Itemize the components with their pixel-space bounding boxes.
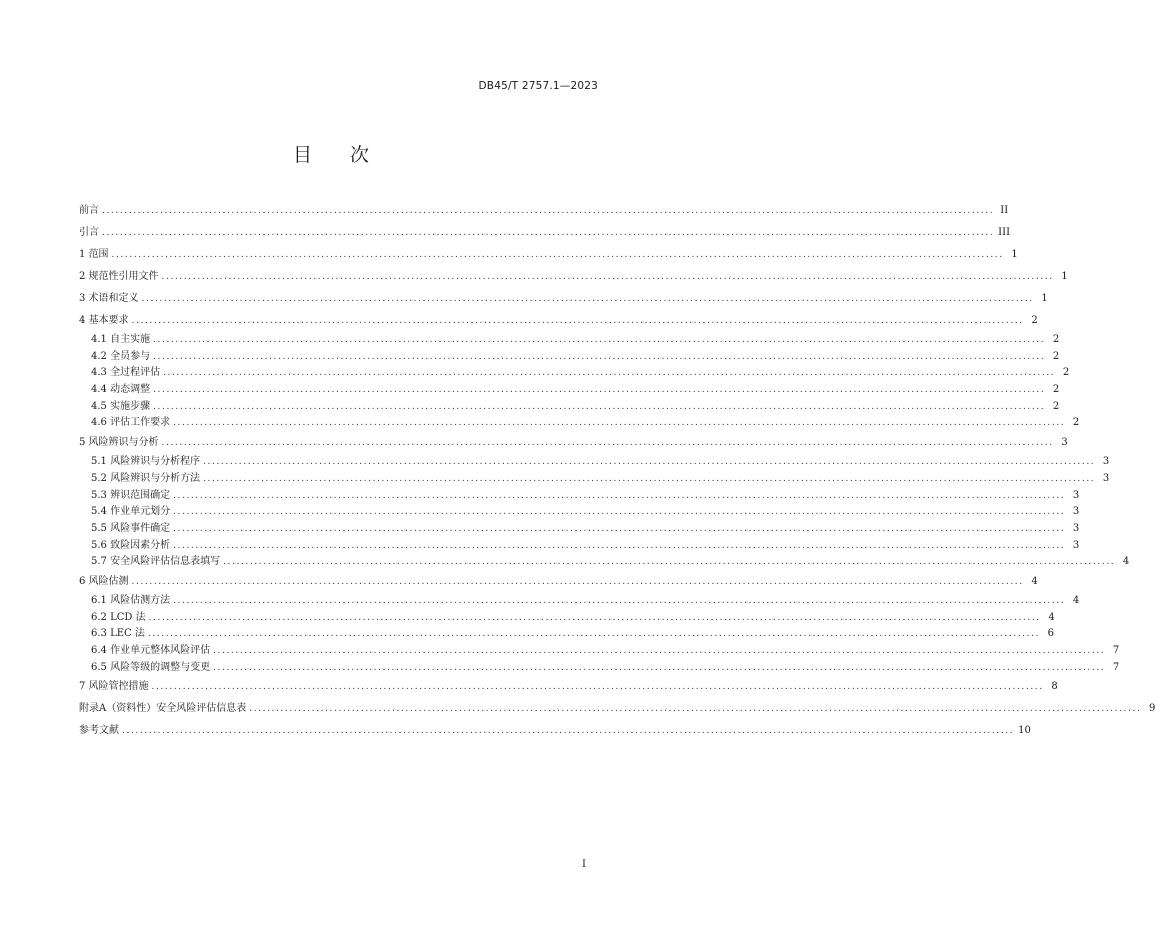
toc-leader-dots: ........................................................................................................................................................................................................	[203, 457, 1096, 468]
toc-entry[interactable]	[79, 432, 1068, 454]
toc-entry-label: 附录A（资料性）安全风险评估信息表	[79, 703, 247, 715]
toc-leader-dots: ........................................................................................................................................................................................................	[213, 662, 1106, 673]
toc-entry[interactable]	[79, 454, 1110, 471]
toc-entry-label: 4.3 全过程评估	[91, 367, 161, 379]
toc-leader-dots: ........................................................................................................................................................................................................	[161, 272, 1054, 282]
toc-entry[interactable]	[79, 610, 1055, 627]
toc-entry-page: 3	[1072, 539, 1080, 551]
toc-leader-dots: ........................................................................................................................................................................................................	[131, 576, 1024, 587]
toc-leader-dots: ........................................................................................................................................................................................................	[223, 557, 1116, 568]
toc-leader-dots: ........................................................................................................................................................................................................	[173, 490, 1066, 501]
toc-entry[interactable]	[79, 521, 1080, 538]
toc-entry[interactable]	[79, 382, 1060, 399]
toc-leader-dots: ........................................................................................................................................................................................................	[148, 612, 1041, 623]
toc-leader-dots: ........................................................................................................................................................................................................	[173, 507, 1066, 518]
toc-entry-label: 5.6 致险因素分析	[91, 539, 171, 551]
toc-entry-label: 4.5 实施步骤	[91, 400, 151, 412]
toc-entry[interactable]	[79, 538, 1080, 555]
toc-leader-dots: ........................................................................................................................................................................................................	[122, 726, 1015, 737]
toc-entry[interactable]	[79, 222, 1011, 244]
toc-entry[interactable]	[79, 571, 1038, 593]
toc-leader-dots: ........................................................................................................................................................................................................	[161, 438, 1054, 449]
toc-entry-page: 3	[1072, 489, 1080, 501]
toc-entry-label: 6.4 作业单元整体风险评估	[91, 645, 211, 656]
toc-leader-dots: ........................................................................................................................................................................................................	[249, 704, 1142, 715]
toc-entry-label: 5 风险辨识与分析	[79, 437, 159, 449]
toc-entry[interactable]	[79, 288, 1048, 310]
toc-entry-page: 3	[1072, 522, 1080, 534]
toc-leader-dots: ........................................................................................................................................................................................................	[153, 335, 1046, 345]
toc-entry[interactable]	[79, 626, 1055, 643]
toc-leader-dots: ........................................................................................................................................................................................................	[102, 206, 995, 216]
toc-entry-page: 2	[1052, 334, 1060, 345]
toc-leader-dots: ........................................................................................................................................................................................................	[173, 540, 1066, 551]
toc-entry[interactable]	[79, 488, 1080, 505]
toc-entry[interactable]	[79, 504, 1080, 521]
toc-entry-page: 4	[1122, 556, 1130, 568]
toc-entry-page: 1	[1061, 271, 1068, 282]
page-number: I	[582, 859, 586, 870]
toc-entry-label: 4 基本要求	[79, 315, 129, 326]
toc-entry-page: 7	[1112, 661, 1120, 673]
toc-leader-dots: ........................................................................................................................................................................................................	[111, 250, 1004, 260]
toc-entry[interactable]	[79, 660, 1120, 677]
toc-leader-dots: ........................................................................................................................................................................................................	[173, 595, 1066, 606]
toc-entry-page: 8	[1051, 681, 1058, 693]
toc-entry-label: 参考文献	[79, 725, 119, 737]
page-title: 目次	[292, 144, 407, 166]
toc-entry-label: 6.5 风险等级的调整与变更	[91, 661, 211, 673]
toc-entry-page: 2	[1052, 350, 1060, 362]
toc-entry-page: 1	[1041, 293, 1048, 304]
toc-entry-label: 3 术语和定义	[79, 293, 139, 304]
toc-entry-page: 1	[1011, 249, 1018, 260]
toc-entry-label: 5.7 安全风险评估信息表填写	[91, 556, 221, 568]
toc-entry-page: 4	[1031, 575, 1038, 587]
toc-entry-label: 2 规范性引用文件	[79, 271, 159, 282]
toc-leader-dots: ........................................................................................................................................................................................................	[153, 351, 1046, 362]
toc-entry[interactable]	[79, 471, 1110, 488]
toc-entry-page: 2	[1052, 384, 1060, 396]
toc-entry[interactable]	[79, 676, 1058, 698]
toc-leader-dots: ........................................................................................................................................................................................................	[163, 368, 1056, 379]
toc-entry[interactable]	[79, 554, 1130, 571]
document-code: DB45/T 2757.1—2023	[478, 80, 598, 92]
toc-entry[interactable]	[79, 593, 1080, 610]
toc-entry-label: 5.4 作业单元划分	[91, 506, 171, 518]
toc-entry-label: 5.2 风险辨识与分析方法	[91, 472, 201, 484]
toc-entry-page: 2	[1052, 400, 1060, 412]
toc-entry[interactable]	[79, 310, 1038, 332]
toc-leader-dots: ........................................................................................................................................................................................................	[213, 646, 1106, 656]
toc-entry-page: 3	[1061, 437, 1068, 449]
toc-entry-page: 3	[1072, 506, 1080, 518]
toc-entry-page: 2	[1031, 315, 1038, 326]
toc-entry[interactable]	[79, 266, 1068, 288]
toc-entry-label: 6.3 LEC 法	[91, 628, 145, 640]
toc-leader-dots: ........................................................................................................................................................................................................	[153, 401, 1046, 412]
toc-entry-page: 2	[1072, 417, 1080, 429]
toc-entry-page: 4	[1048, 611, 1055, 623]
toc-entry-page: 9	[1149, 703, 1155, 715]
toc-entry-label: 前言	[79, 205, 99, 216]
toc-entry[interactable]	[79, 365, 1070, 382]
toc-leader-dots: ........................................................................................................................................................................................................	[102, 228, 995, 238]
toc-entry-label: 引言	[79, 227, 99, 238]
toc-entry-page: 3	[1102, 472, 1110, 484]
toc-leader-dots: ........................................................................................................................................................................................................	[173, 418, 1066, 429]
toc-entry-label: 4.6 评估工作要求	[91, 417, 171, 429]
toc-entry[interactable]	[79, 244, 1018, 266]
toc-entry-label: 5.5 风险事件确定	[91, 522, 171, 534]
toc-entry[interactable]	[79, 332, 1060, 349]
toc-entry-label: 4.2 全员参与	[91, 350, 151, 362]
toc-entry[interactable]	[79, 415, 1080, 432]
toc-entry-label: 6.1 风险估测方法	[91, 594, 171, 606]
toc-entry[interactable]	[79, 720, 1031, 742]
toc-leader-dots: ........................................................................................................................................................................................................	[203, 473, 1096, 484]
toc-entry-label: 5.3 辨识范围确定	[91, 489, 171, 501]
toc-leader-dots: ........................................................................................................................................................................................................	[141, 294, 1034, 304]
toc-entry-page: 4	[1072, 594, 1080, 606]
toc-entry-label: 6 风险估测	[79, 575, 129, 587]
toc-entry[interactable]	[79, 643, 1120, 660]
toc-leader-dots: ........................................................................................................................................................................................................	[173, 523, 1066, 534]
toc-leader-dots: ........................................................................................................................................................................................................	[147, 629, 1041, 640]
toc-entry-label: 4.4 动态调整	[91, 384, 151, 396]
toc-entry-label: 6.2 LCD 法	[91, 611, 146, 623]
toc-entry-page: 6	[1047, 628, 1055, 640]
toc-entry[interactable]	[79, 349, 1060, 366]
toc-leader-dots: ........................................................................................................................................................................................................	[151, 682, 1044, 693]
toc-entry-label: 1 范围	[79, 249, 109, 260]
toc-entry[interactable]	[79, 399, 1060, 416]
toc-entry-page: II	[1000, 205, 1009, 216]
toc-entry[interactable]	[79, 698, 1155, 720]
toc-entry-label: 7 风险管控措施	[79, 681, 149, 693]
toc-entry-label: 5.1 风险辨识与分析程序	[91, 456, 201, 468]
toc-entry-page: 10	[1018, 725, 1031, 737]
toc-leader-dots: ........................................................................................................................................................................................................	[153, 385, 1046, 396]
toc-entry-page: 3	[1102, 456, 1110, 468]
toc-leader-dots: ........................................................................................................................................................................................................	[131, 316, 1024, 326]
toc-entry-label: 4.1 自主实施	[91, 334, 151, 345]
table-of-contents	[79, 200, 1155, 742]
toc-entry[interactable]	[79, 200, 1009, 222]
toc-entry-page: III	[998, 227, 1011, 238]
toc-entry-page: 2	[1062, 367, 1070, 379]
toc-entry-page: 7	[1112, 645, 1120, 656]
